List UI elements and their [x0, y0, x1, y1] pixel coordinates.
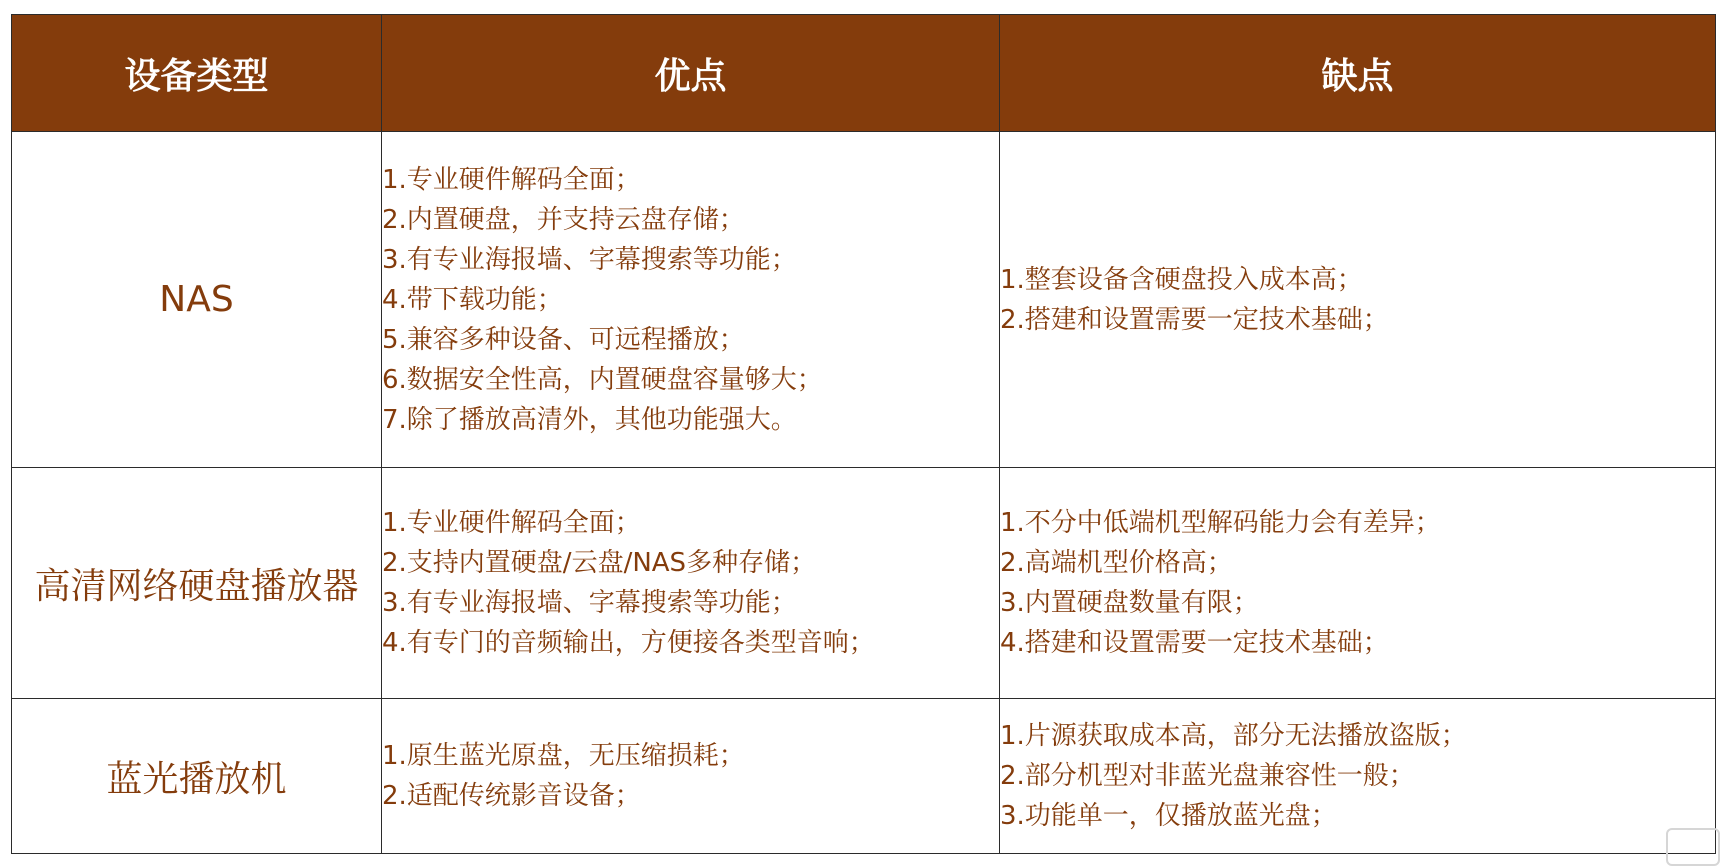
pros-item: 3.有专业海报墙、字幕搜索等功能；: [382, 244, 797, 275]
cons-item: 1.整套设备含硬盘投入成本高；: [1000, 264, 1363, 295]
pros-item: 1.原生蓝光原盘，无压缩损耗；: [382, 741, 745, 771]
pros-cell: [382, 699, 1000, 854]
comparison-table: [11, 14, 1716, 854]
cons-item: 2.部分机型对非蓝光盘兼容性一般；: [1000, 761, 1415, 791]
device-type-cell: NAS: [12, 132, 382, 468]
cons-item: 2.搭建和设置需要一定技术基础；: [1000, 304, 1389, 335]
pros-cell: [382, 468, 1000, 699]
pros-item: 4.带下载功能；: [382, 284, 563, 315]
cons-item: 1.片源获取成本高，部分无法播放盗版；: [1000, 721, 1467, 751]
cons-item: 4.搭建和设置需要一定技术基础；: [1000, 628, 1389, 658]
table-header-row: [12, 15, 1716, 132]
cons-item: 3.功能单一，仅播放蓝光盘；: [1000, 801, 1337, 831]
table-row-hd-player: [12, 468, 1716, 699]
watermark-logo: [1666, 828, 1720, 866]
cons-item: 2.高端机型价格高；: [1000, 548, 1233, 578]
pros-item: 1.专业硬件解码全面；: [382, 164, 641, 195]
header-cons: 缺点: [1000, 15, 1716, 132]
pros-item: 3.有专业海报墙、字幕搜索等功能；: [382, 588, 797, 618]
pros-cell: [382, 132, 1000, 468]
cons-cell: [1000, 468, 1716, 699]
cons-item: 1.不分中低端机型解码能力会有差异；: [1000, 508, 1441, 538]
device-type-cell: 蓝光播放机: [12, 699, 382, 854]
pros-item: 2.支持内置硬盘/云盘/NAS多种存储；: [382, 548, 817, 578]
cons-item: 3.内置硬盘数量有限；: [1000, 588, 1259, 618]
header-device-type: 设备类型: [12, 15, 382, 132]
pros-item: 2.内置硬盘，并支持云盘存储；: [382, 204, 745, 235]
pros-item: 5.兼容多种设备、可远程播放；: [382, 324, 745, 355]
pros-item: 2.适配传统影音设备；: [382, 781, 641, 811]
device-type-cell: 高清网络硬盘播放器: [12, 468, 382, 699]
pros-item: 4.有专门的音频输出，方便接各类型音响；: [382, 628, 875, 658]
header-pros: 优点: [382, 15, 1000, 132]
pros-item: 7.除了播放高清外，其他功能强大。: [382, 404, 797, 435]
cons-cell: [1000, 699, 1716, 854]
table-row-nas: [12, 132, 1716, 468]
comparison-table-container: [11, 14, 1715, 854]
table-row-bluray: [12, 699, 1716, 854]
cons-cell: [1000, 132, 1716, 468]
pros-item: 1.专业硬件解码全面；: [382, 508, 641, 538]
pros-item: 6.数据安全性高，内置硬盘容量够大；: [382, 364, 823, 395]
